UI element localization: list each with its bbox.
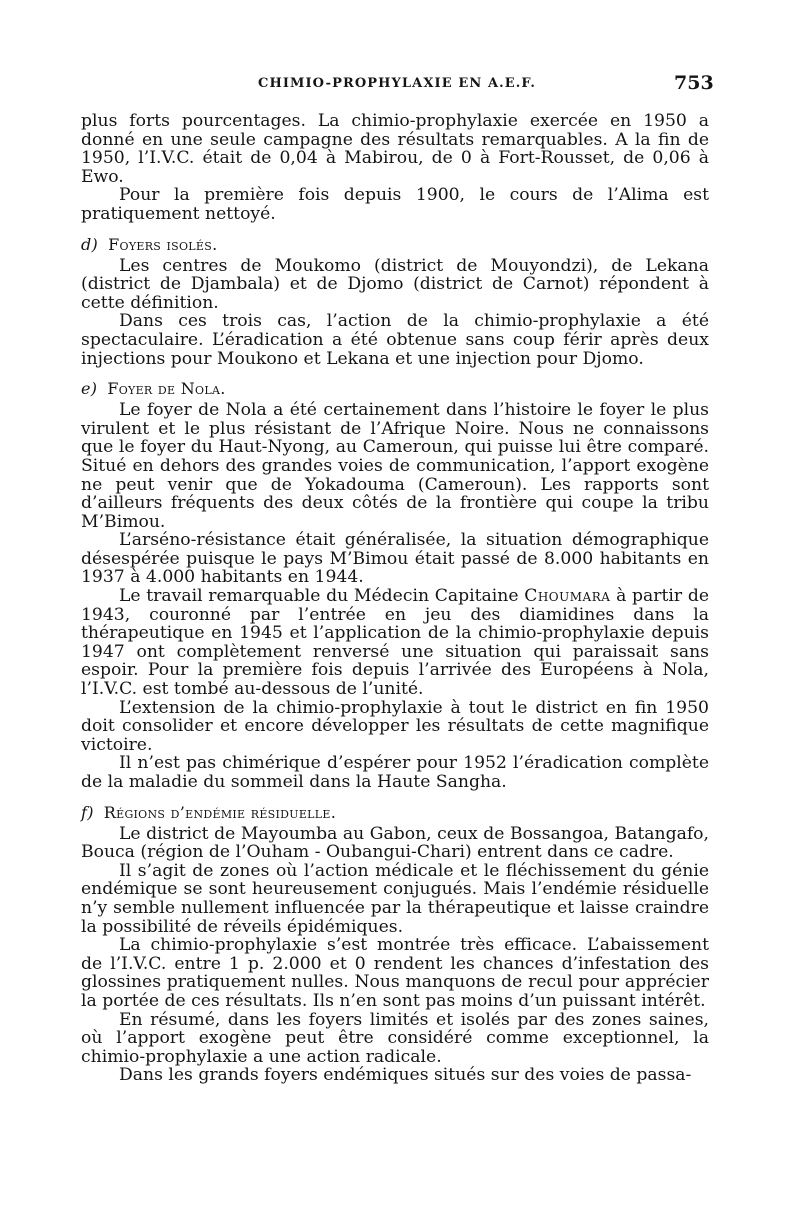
paragraph: La chimio-prophylaxie s’est montrée très efficace. L’abaissement de l’I.V.C. entre 1 p. 2.000 et 0 rendent les chances d’infestation des glossines pratiquement nulles. Nous manquons de recul pour apprécier la portée de ces résultats. Ils n’en sont pas moins d’un puissant intérêt. <box>81 935 709 1011</box>
paragraph: Il n’est pas chimérique d’espérer pour 1952 l’éradication complète de la maladie du sommeil dans la Haute Sangha. <box>81 753 709 792</box>
page-number: 753 <box>674 72 714 94</box>
body-text <box>81 112 709 1085</box>
section-letter: f) <box>81 802 94 822</box>
paragraph: plus forts pourcentages. La chimio-prophylaxie exercée en 1950 a donné en une seule campagne des résultats remarquables. A la fin de 1950, l’I.V.C. était de 0,04 à Mabirou, de 0 à Fort-Rousset, de 0,06 à Ewo. <box>81 111 709 187</box>
paragraph: Dans ces trois cas, l’action de la chimio-prophylaxie a été spectaculaire. L’éradication a été obtenue sans coup férir après deux injections pour Moukono et Lekana et une injection pour Djomo. <box>81 311 709 369</box>
paragraph: Le foyer de Nola a été certainement dans l’histoire le foyer le plus virulent et le plus résistant de l’Afrique Noire. Nous ne connaissons que le foyer du Haut-Nyong, au Cameroun, qui puisse lui être comparé. Situé en dehors des grandes voies de communication, l’apport exogène ne peut venir que de Yokadouma (Cameroun). Les rapports sont d’ailleurs fréquents des deux côtés de la frontière qui coupe la tribu M’Bimou. <box>81 400 709 532</box>
paragraph: Pour la première fois depuis 1900, le cours de l’Alima est pratiquement nettoyé. <box>81 185 709 224</box>
paragraph: En résumé, dans les foyers limités et isolés par des zones saines, où l’apport exogène peut être considéré comme exceptionnel, la chimio-prophylaxie a une action radicale. <box>81 1009 709 1067</box>
paragraph: L’arséno-résistance était généralisée, la situation démographique désespérée puisque le pays M’Bimou était passé de 8.000 habitants en 1937 à 4.000 habitants en 1944. <box>81 530 709 588</box>
text-run: à partir de 1943, couronné par l’entrée en jeu des diamidines dans la thérapeutique en 1945 et l’application de la chimio-prophylaxie depuis 1947 ont complètement renversé une situation qui paraissait sans espoir. Pour la première fois depuis l’arrivée des Européens à Nola, l’I.V.C. est tombé au-dessous de l’unité. <box>81 586 709 700</box>
section-heading-d <box>81 236 709 254</box>
author-name: Choumara <box>524 586 611 607</box>
section-letter: e) <box>81 379 98 399</box>
section-title: Foyers isolés. <box>108 234 218 254</box>
running-title: CHIMIO-PROPHYLAXIE EN A.E.F. <box>258 76 537 91</box>
section-heading-e <box>81 380 709 398</box>
paragraph: Il s’agit de zones où l’action médicale et le fléchissement du génie endémique se sont heureusement conjugués. Mais l’endémie résiduelle n’y semble nullement influencée par la thérapeutique et laisse craindre la possibilité de réveils épidémiques. <box>81 860 709 937</box>
section-title: Foyer de Nola. <box>107 379 226 399</box>
paragraph: Dans les grands foyers endémiques situés sur des voies de passa- <box>119 1065 692 1086</box>
section-letter: d) <box>81 234 99 254</box>
paragraph: L’extension de la chimio-prophylaxie à tout le district en fin 1950 doit consolider et encore développer les résultats de cette magnifique victoire. <box>81 697 709 755</box>
paragraph: Les centres de Moukomo (district de Mouyondzi), de Lekana (district de Djambala) et de Djomo (district de Carnot) répondent à cette définition. <box>81 255 709 313</box>
paragraph: Le district de Mayoumba au Gabon, ceux de Bossangoa, Batangafo, Bouca (région de l’Ouham - Oubangui-Chari) entrent dans ce cadre. <box>81 823 709 863</box>
section-title: Régions d’endémie résiduelle. <box>103 802 337 822</box>
text-run: Le travail remarquable du Médecin Capitaine <box>119 586 525 607</box>
section-heading-f <box>81 804 709 822</box>
paragraph <box>81 587 709 699</box>
